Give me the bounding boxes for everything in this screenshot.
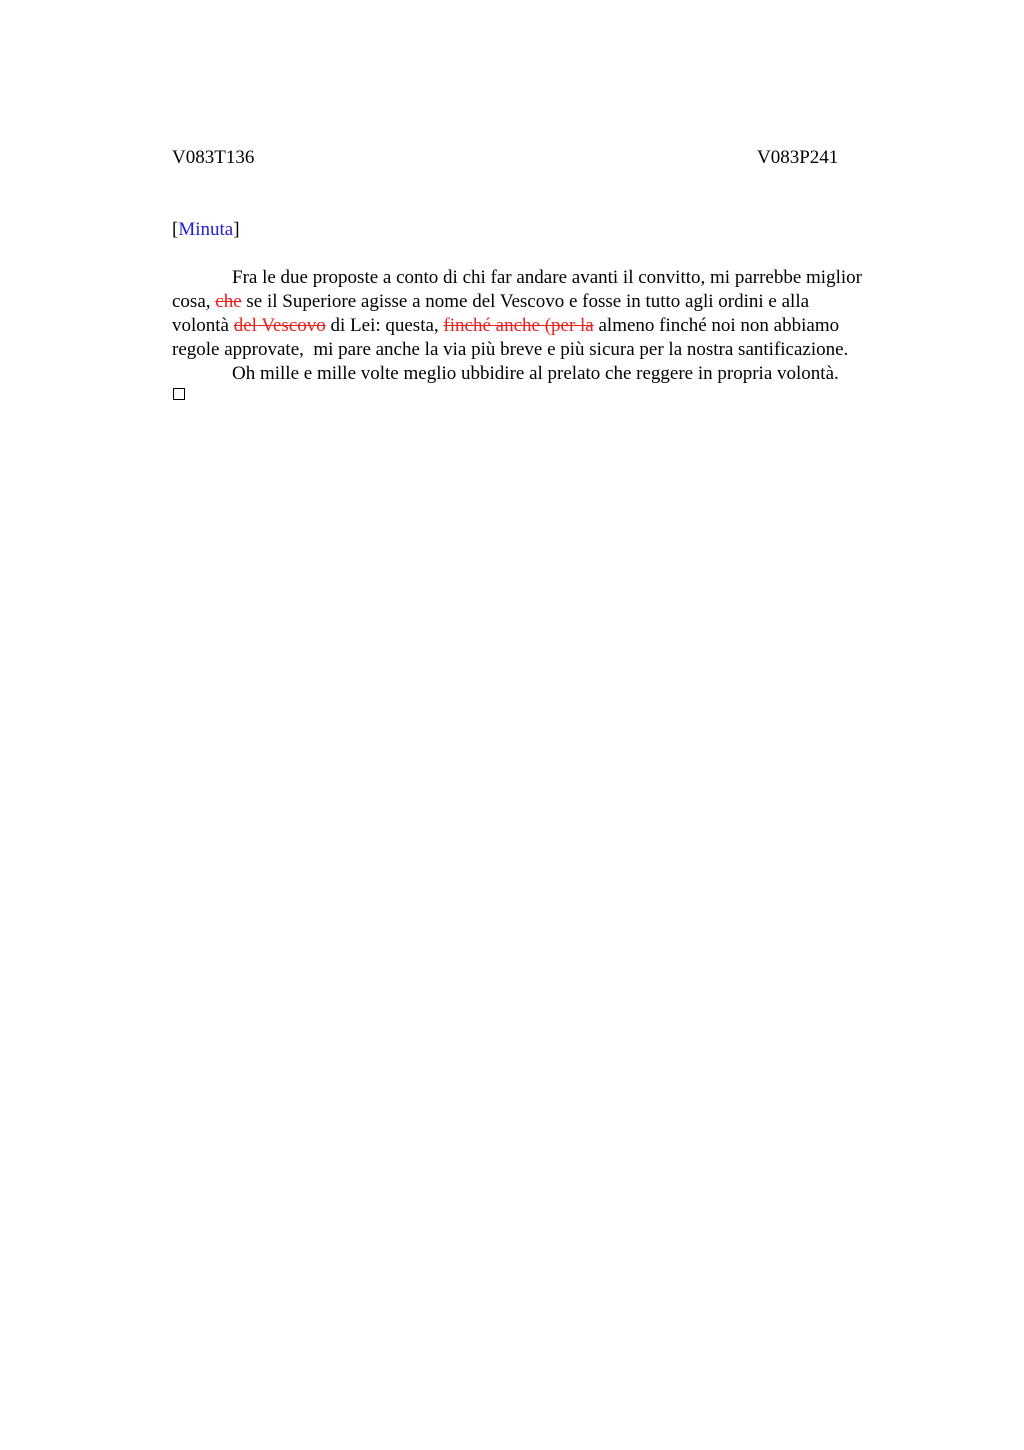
text-segment: almeno finché noi non abbiamo: [593, 315, 840, 336]
text-segment: di Lei: questa,: [325, 315, 444, 336]
deleted-text-che: che: [215, 291, 242, 312]
header-right-code: V083P241: [757, 147, 839, 168]
body-line-1: [172, 266, 922, 290]
text-segment: Fra le due proposte a conto di chi far andare avanti il convitto, mi parrebbe miglior: [232, 267, 862, 288]
deleted-text-del-vescovo: del Vescovo: [233, 315, 326, 336]
empty-square-icon: [173, 388, 185, 400]
text-segment: volontà: [172, 315, 234, 336]
deleted-text-finche-anche: finché anche (per la: [443, 315, 594, 336]
body-line-4: [172, 338, 922, 362]
text-segment: se il Superiore agisse a nome del Vescovo e fosse in tutto agli ordini e alla: [241, 291, 810, 312]
letter-body: [172, 266, 922, 386]
label-minuta-link[interactable]: Minuta: [178, 219, 234, 240]
document-label: [172, 219, 240, 241]
body-line-2: [172, 290, 922, 314]
text-segment: cosa,: [172, 291, 216, 312]
text-segment: regole approvate, mi pare anche la via più breve e più sicura per la nostra santificazione.: [172, 339, 849, 360]
text-segment: Oh mille e mille volte meglio ubbidire al prelato che reggere in propria volontà.: [232, 363, 839, 384]
body-line-3: [172, 314, 922, 338]
header-left-code: V083T136: [172, 147, 255, 168]
label-open-bracket: [: [172, 219, 179, 240]
body-line-5: [172, 362, 922, 386]
label-close-bracket: ]: [233, 219, 240, 240]
